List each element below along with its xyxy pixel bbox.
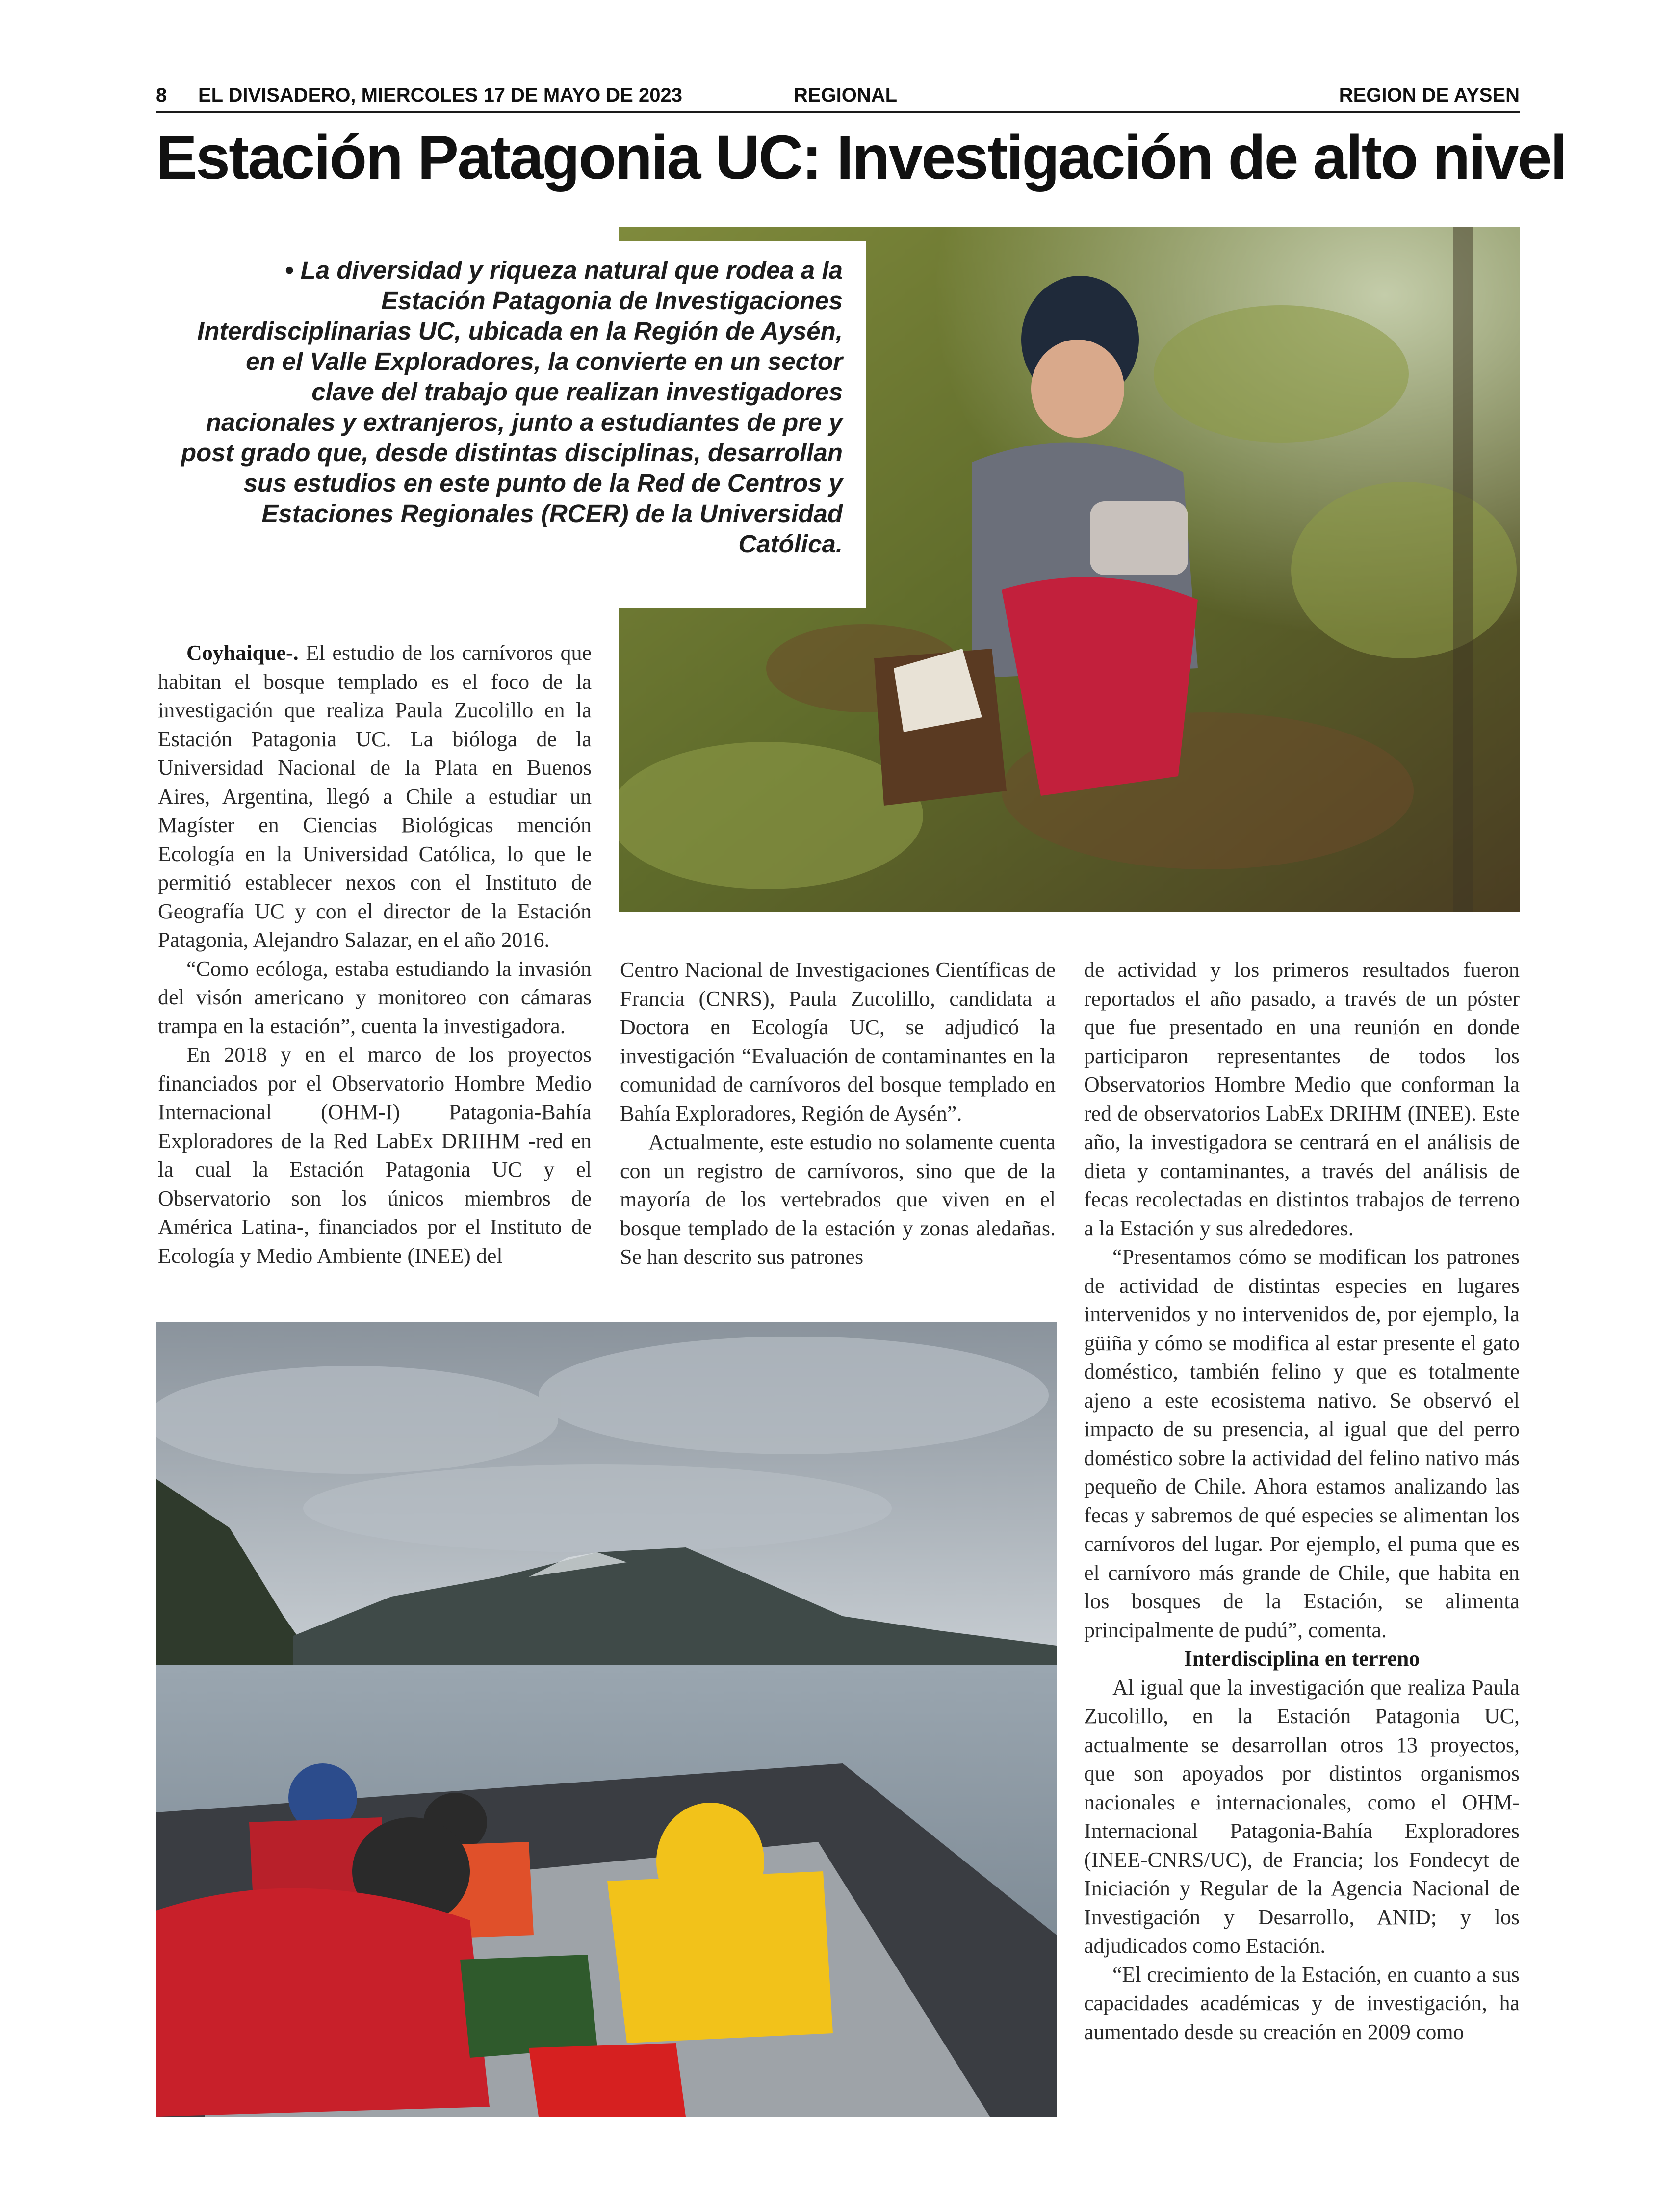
photo-boat-lake	[156, 1322, 1057, 2117]
region-label: REGION DE AYSEN	[1339, 84, 1520, 106]
column-1	[158, 639, 592, 1270]
column-3	[1084, 956, 1520, 2046]
col3-para-2: “Presentamos cómo se modifican los patrones de actividad de distintas especies en lugares intervenidos y no intervenidos de, por ejemplo, la güiña y cómo se modifica al estar presente el gato doméstico, también felino y que es totalmente ajeno a este ecosistema nativo. Se observó el impacto de su presencia, al igual que del perro doméstico sobre la actividad del felino nativo más pequeño de Chile. Ahora estamos analizando las fecas y sabremos de qué especies se alimentan los carnívoros del lugar. Por ejemplo, el puma que es el carnívoro más grande de Chile, que habita en los bosques de la Estación, se alimenta principalmente de pudú”, comenta.	[1084, 1245, 1520, 1642]
col3-para-4: “El crecimiento de la Estación, en cuanto a sus capacidades académicas y de investigación, ha aumentado desde su creación en 2009 como	[1084, 1962, 1520, 2044]
column-2	[620, 956, 1056, 1272]
boat-photo-image	[156, 1322, 1057, 2117]
col2-para-2: Actualmente, este estudio no solamente cuenta con un registro de carnívoros, sino que de la mayoría de los vertebrados que viven en el bosque templado de la estación y zonas aledañas. Se han descrito sus patrones	[620, 1130, 1056, 1269]
header-rule	[156, 111, 1520, 113]
col3-para-1: de actividad y los primeros resultados fueron reportados el año pasado, a través de un póster que fue presentado en una reunión en donde participaron representantes de todos los Observatorios Hombre Medio que conforman la red de observatorios LabEx DRIHM (INEE). Este año, la investigadora se centrará en el análisis de dieta y contaminantes, a través del análisis de fecas recolectadas en distintos trabajos de terreno a la Estación y sus alrededores.	[1084, 958, 1520, 1240]
col2-para-1: Centro Nacional de Investigaciones Científicas de Francia (CNRS), Paula Zucolillo, candidata a Doctora en Ecología UC, se adjudicó la investigación “Evaluación de contaminantes en la comunidad de carnívoros del bosque templado en Bahía Exploradores, Región de Aysén”.	[620, 958, 1056, 1126]
subhead: Interdisciplina en terreno	[1184, 1647, 1420, 1671]
lead-summary: • La diversidad y riqueza natural que rodea a la Estación Patagonia de Investigaciones Interdisciplinarias UC, ubicada en la Región de Aysén, en el Valle Exploradores, la convierte en un sector clave del trabajo que realizan investigadores nacionales y extranjeros, junto a estudiantes de pre y post grado que, desde distintas disciplinas, desarrollan sus estudios en este punto de la Red de Centros y Estaciones Regionales (RCER) de la Universidad Católica.	[181, 256, 843, 558]
col1-para-3: En 2018 y en el marco de los proyectos financiados por el Observatorio Hombre Medio Internacional (OHM-I) Patagonia-Bahía Exploradores de la Red LabEx DRIIHM -red en la cual la Estación Patagonia UC y el Observatorio son los únicos miembros de América Latina-, financiados por el Instituto de Ecología y Medio Ambiente (INEE) del	[158, 1043, 592, 1268]
col3-para-3: Al igual que la investigación que realiza Paula Zucolillo, en la Estación Patagonia UC, actualmente se desarrollan otros 13 proyectos, que son apoyados por distintos organismos nacionales e internacionales, como el OHM-Internacional Patagonia-Bahía Exploradores (INEE-CNRS/UC), de Francia; los Fondecyt de Iniciación y Regular de la Agencia Nacional de Investigación y Desarrollo, ANID; y los adjudicados como Estación.	[1084, 1675, 1520, 1958]
col1-para-1: El estudio de los carnívoros que habitan el bosque templado es el foco de la investigación que realiza Paula Zucolillo en la Estación Patagonia UC. La bióloga de la Universidad Nacional de la Plata en Buenos Aires, Argentina, llegó a Chile a estudiar un Magíster en Ciencias Biológicas mención Ecología en la Universidad Católica, lo que le permitió establecer nexos con el Instituto de Geografía UC y con el director de la Estación Patagonia, Alejandro Salazar, en el año 2016.	[158, 641, 592, 952]
col1-para-2: “Como ecóloga, estaba estudiando la invasión del visón americano y monitoreo con cámaras trampa en la estación”, cuenta la investigadora.	[158, 956, 592, 1038]
section-label: REGIONAL	[794, 84, 898, 106]
page-number: 8	[156, 84, 167, 106]
paper-date: EL DIVISADERO, MIERCOLES 17 DE MAYO DE 2023	[198, 84, 682, 106]
headline: Estación Patagonia UC: Investigación de alto nivel	[156, 123, 1566, 192]
dateline: Coyhaique-.	[186, 641, 299, 665]
